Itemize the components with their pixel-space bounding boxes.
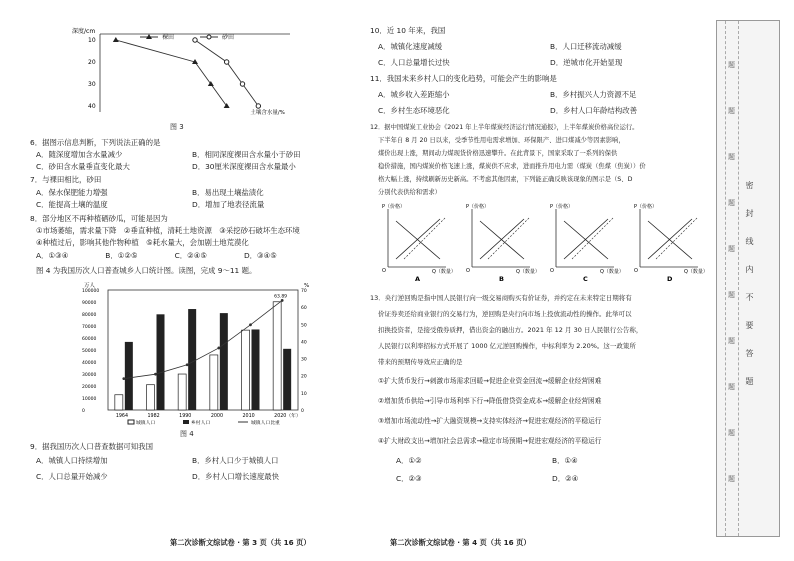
q6-option-d: D．30厘米深度裸田含水量最小: [192, 162, 296, 171]
q9-option-b: B．乡村人口少于城镇人口: [192, 456, 279, 465]
q10-option-c: C．人口总量增长过快: [378, 58, 450, 67]
fig4-legend-rural-swatch: [183, 420, 189, 424]
sd-shifted-curve: [488, 217, 530, 259]
question-12-line-2: 下半年自 8 月 20 日以来，受季节性用电需求增加、环保限产、进口煤减少等因素影响，: [378, 137, 625, 144]
q13-statement-3: ③增加市场流动性→扩大融资规模→支持实体经济→促进宏观经济的平稳运行: [378, 417, 602, 425]
sd-p-label: P（价格）: [550, 204, 574, 210]
question-13-line-2: 价证券卖还给商业银行的交易行为，逆回购是央行向市场上投放流动性的操作。此举可以: [378, 310, 632, 318]
q9-option-a: A．城镇人口持续增加: [36, 456, 108, 465]
fig4-yunit: 万人: [84, 283, 96, 289]
fig3-ytick: 30: [88, 81, 96, 88]
q7-option-d: D．增加了地表径流量: [192, 200, 265, 209]
fig4-ytick: 40000: [82, 361, 97, 366]
binding-strip: [716, 20, 780, 537]
q13-option-c: C．②③: [396, 474, 422, 483]
question-6-stem: 6．据图示信息判断，下列说法正确的是: [30, 138, 161, 147]
q9-option-d: D．乡村人口增长速度最快: [192, 472, 279, 481]
fig3-sand-point: [256, 104, 260, 108]
fig4-y2tick: 20: [301, 374, 307, 380]
fig4-ytick: 20000: [82, 385, 97, 390]
right-page: [370, 0, 710, 561]
fig3-sand-line: [195, 40, 258, 106]
question-12-line-4: 稳价措施，国内煤炭价格飞速上涨，煤炭供不应求，进而推升用电力需（煤炭（焦煤（焦炭））价: [378, 163, 646, 170]
fig4-bar-rural: [220, 313, 228, 410]
supply-demand-graphs: [374, 203, 710, 287]
q13-option-d: D．②④: [552, 474, 579, 483]
fig3-legend-bare: 裸田: [162, 34, 175, 41]
left-page: [30, 0, 360, 561]
fig3-sand-point: [240, 82, 244, 86]
strip-mark: 题: [728, 429, 735, 437]
sd-p-label: P（价格）: [382, 204, 406, 210]
sd-q-label: Q（数量）: [516, 269, 540, 275]
fig4-ytick: 70000: [82, 325, 97, 330]
q13-statement-2: ②增加货币供给→引导市场利率下行→降低借贷资金成本→缓解企业经营困难: [378, 397, 602, 405]
fig4-legend-urban: 城镇人口: [136, 421, 156, 426]
fig4-ytick: 30000: [82, 373, 97, 378]
fig3-sand-point: [224, 60, 228, 64]
question-13-line-3: 扣换投资者，是接受俄券质押，借出资金的融出方。2021 年 12 月 30 日人民银行公告称，: [378, 326, 643, 334]
question-12-line-6: 分别代表供给和需求）: [378, 189, 441, 196]
fig4-rate-point: [122, 377, 125, 380]
q7-option-c: C．能提高土壤的温度: [36, 200, 108, 209]
sd-graph-label: A: [415, 275, 421, 283]
fig4-y2unit: %: [304, 283, 310, 289]
fig4-y2tick: 40: [301, 340, 307, 346]
fig4-y2tick: 30: [301, 357, 307, 363]
question-10-stem: 10．近 10 年来，我国: [370, 26, 446, 35]
q13-statement-1: ①扩大货币发行→刺激市场需求回暖→促进企业资金回流→缓解企业经营困难: [378, 377, 602, 385]
sd-shifted-curve: [404, 217, 446, 259]
sd-origin: O: [466, 268, 470, 274]
fig4-bar-urban: [115, 395, 123, 410]
q7-option-b: B．易出现土壤盐渍化: [192, 188, 264, 197]
strip-mark: 题: [728, 245, 735, 253]
fig4-ytick: 10000: [82, 397, 97, 402]
sd-shifted-curve: [656, 217, 698, 259]
sd-origin: O: [634, 268, 638, 274]
fig3-legend-sand: 砂田: [222, 34, 235, 41]
q13-option-b: B．①④: [552, 456, 578, 465]
fig4-rate-point: [154, 373, 157, 376]
fig4-ytick: 100000: [82, 289, 100, 294]
q13-option-a: A．①②: [396, 456, 422, 465]
fig4-legend-rural: 乡村人口: [191, 421, 211, 426]
strip-mark: 题: [728, 107, 735, 115]
q11-option-c: C．乡村生态环境恶化: [378, 106, 450, 115]
fig3-legend-sand-marker: [207, 35, 211, 39]
q6-option-a: A．随深度增加含水量减少: [36, 150, 123, 159]
fig4-bar-rural: [188, 309, 196, 410]
fig4-bar-urban: [210, 355, 218, 410]
fig4-ytick: 90000: [82, 301, 97, 306]
fig4-bar-rural: [283, 349, 291, 410]
fig4-rate-label: 63.89: [274, 294, 288, 300]
fig3-bare-line: [116, 40, 227, 106]
fig3-ytick: 10: [88, 37, 96, 44]
fig4-bar-rural: [125, 342, 133, 410]
q8-statements-1: ①市场萎缩，需求量下降 ②垂直种植，清耗土地资源 ③采挖砂石破坏生态环境: [36, 226, 300, 235]
fig4-frame: [108, 290, 298, 410]
q11-option-b: B．乡村振兴人力资源不足: [550, 90, 637, 99]
fig4-bar-urban: [242, 330, 250, 410]
fig3-ytick: 20: [88, 59, 96, 66]
question-13-line-1: 13．央行逆回购是指中国人民银行向一级交易商购买有价证券，并约定在未来特定日期将有: [370, 294, 632, 302]
fig4-y2tick: 0: [301, 409, 304, 414]
sd-graph-label: D: [667, 275, 673, 283]
fig3-ylabel: 深度/cm: [72, 28, 96, 35]
fig4-bar-rural: [252, 329, 260, 410]
fig4-y2tick: 60: [301, 306, 307, 312]
fig4-bar-urban: [147, 385, 155, 410]
question-8-stem: 8．部分地区不再种植硒砂瓜，可能是因为: [30, 214, 168, 223]
seal-line-notice: 密 封 线 内 不 要 答 题: [745, 181, 754, 391]
q13-statement-4: ④扩大财政支出→增加社会总需求→稳定市场预期→促进宏观经济的平稳运行: [378, 437, 602, 445]
fig4-bar-rural: [157, 314, 165, 410]
fig4-legend-urban-swatch: [128, 420, 134, 424]
fig4-ytick: 80000: [82, 313, 97, 318]
fig4-y2tick: 50: [301, 323, 307, 329]
fig4-year-label: 2020（年）: [274, 414, 301, 419]
figure-4-population-chart: [70, 280, 330, 430]
q6-option-c: C．砂田含水量垂直变化最大: [36, 162, 130, 171]
fig4-rate-point: [186, 363, 189, 366]
sd-q-label: Q（数量）: [684, 269, 708, 275]
sd-graph-label: B: [499, 275, 504, 283]
strip-mark: 题: [728, 61, 735, 69]
question-12-line-1: 12．据中国煤炭工业协会《2021 年上半年煤炭经济运行情况通报》，上半年煤炭价格高位运行。: [370, 124, 639, 131]
q9-option-c: C．人口总量开始减少: [36, 472, 108, 481]
sd-p-label: P（价格）: [466, 204, 490, 210]
page-3-footer: 第二次诊断文综试卷 · 第 3 页（共 16 页）: [170, 538, 311, 547]
strip-mark: 题: [728, 337, 735, 345]
question-12-line-5: 格大幅上涨，持续刷新历史新高。不考虑其他因素，下列能正确反映该现象的图示是（S、D: [378, 176, 633, 183]
fig4-bar-urban: [178, 374, 186, 410]
fig4-y2tick: 10: [301, 391, 307, 397]
q10-option-a: A．城镇化速度减缓: [378, 42, 443, 51]
question-11-stem: 11．我国未来乡村人口的变化趋势，可能会产生的影响是: [370, 74, 557, 83]
fig4-rate-point: [249, 323, 252, 326]
q11-option-a: A．城乡收入差距缩小: [378, 90, 450, 99]
fig4-rate-point: [281, 299, 284, 302]
question-7-stem: 7．与裸田相比，砂田: [30, 175, 102, 184]
question-13-line-5: 带来的预期传导效应正确的是: [378, 358, 463, 366]
fig4-year-label: 1990: [179, 414, 192, 419]
fig4-rate-point: [217, 347, 220, 350]
fig4-year-label: 2010: [242, 414, 255, 419]
fig4-bar-urban: [273, 302, 281, 410]
fig3-xlabel: 土壤含水量/%: [250, 110, 285, 116]
question-9-stem: 9．据我国历次人口普查数据可知我国: [30, 442, 153, 451]
sd-shifted-curve: [572, 217, 614, 259]
q8-statements-2: ④种植过后，影响其他作物种植 ⑤耗水量大，会加剧土地荒漠化: [36, 238, 249, 247]
page-4-footer: 第二次诊断文综试卷 · 第 4 页（共 16 页）: [390, 538, 531, 547]
fig4-y2tick: 70: [301, 289, 307, 294]
question-13-line-4: 人民银行以利率招标方式开展了 1000 亿元逆回购操作，中标利率为 2.20%。这一政策所: [378, 342, 636, 350]
sd-p-label: P（价格）: [634, 204, 658, 210]
fig4-year-label: 1982: [147, 414, 160, 419]
fig4-ytick: 60000: [82, 337, 97, 342]
figure-3-soil-moisture-chart: [70, 26, 330, 126]
sd-origin: O: [382, 268, 386, 274]
fig4-ytick: 50000: [82, 349, 97, 354]
binding-band: [725, 21, 739, 536]
strip-mark: 题: [728, 199, 735, 207]
strip-mark: 题: [728, 383, 735, 391]
strip-mark: 题: [728, 153, 735, 161]
strip-mark: 题: [728, 291, 735, 299]
sd-q-label: Q（数量）: [432, 269, 456, 275]
question-12-line-3: 煤价出现上涨，期间动力煤现货价格迅速攀升。在此背景下，国家采取了一系列的保供: [378, 150, 618, 157]
sd-q-label: Q（数量）: [600, 269, 624, 275]
q10-option-b: B．人口迁移流动减缓: [550, 42, 622, 51]
figure-4-caption: 图 4: [180, 430, 194, 438]
q7-option-a: A．保水保肥能力增强: [36, 188, 108, 197]
fig4-year-label: 2000: [210, 414, 224, 419]
fig4-year-label: 1964: [115, 414, 129, 419]
fig3-sand-point: [193, 38, 197, 42]
q6-option-b: B．相同深度裸田含水量小于砂田: [192, 150, 301, 159]
fig3-bare-point: [113, 37, 119, 42]
sd-graph-label: C: [583, 275, 588, 283]
figure-4-intro: 图 4 为我国历次人口普查城乡人口统计图。读图，完成 9～11 题。: [36, 266, 257, 275]
fig3-ytick: 40: [88, 103, 96, 110]
q11-option-d: D．乡村人口年龄结构改善: [550, 106, 637, 115]
q8-options: A．①③④ B．①②⑤ C．②④⑤ D．③④⑤: [36, 251, 277, 260]
q10-option-d: D．逆城市化开始显现: [550, 58, 623, 67]
strip-mark: 题: [728, 475, 735, 483]
figure-3-caption: 图 3: [170, 123, 184, 131]
sd-origin: O: [550, 268, 554, 274]
fig4-legend-rate: 城镇人口比重: [251, 421, 280, 426]
fig4-ytick: 0: [82, 409, 85, 414]
